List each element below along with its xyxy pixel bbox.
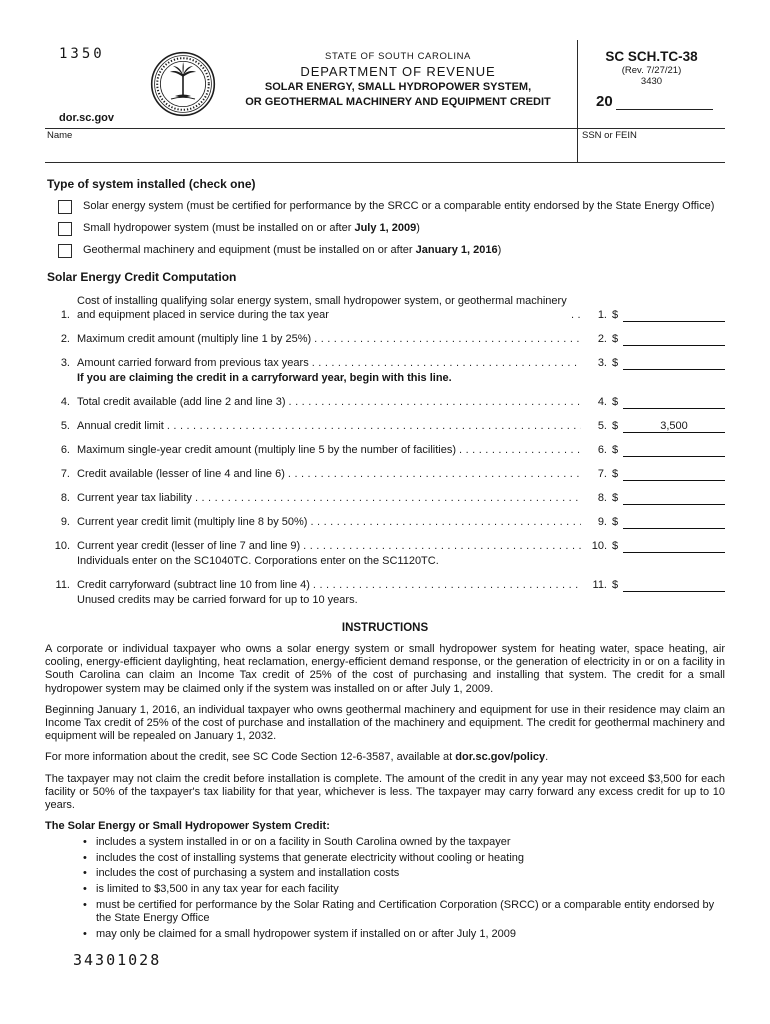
dot-leader xyxy=(300,539,581,553)
comp-line-6-text: Maximum single-year credit amount (multiply line 5 by the number of facilities) xyxy=(77,444,457,456)
bullet-text: • includes the cost of installing systems that generate electricity without cooling or heating xyxy=(96,851,525,864)
dollar-sign: $ xyxy=(612,492,619,504)
bullet-text: • includes a system installed in or on a facility in South Carolina owned by the taxpayer xyxy=(96,835,511,848)
comp-line-7 xyxy=(45,467,725,481)
solar-checkbox[interactable] xyxy=(58,200,72,214)
ssn-label: SSN or FEIN xyxy=(582,130,637,141)
instructions-paragraph-4: The taxpayer may not claim the credit before installation is complete. The amount of the credit in any year may not exceed $3,500 for each facility or 50% of the taxpayer's tax liability for that year, whichever is less. The taxpayer may carry forward any excess credit for up to 10 years. xyxy=(45,772,725,812)
header-left-column xyxy=(45,40,147,128)
instructions-paragraph-1: A corporate or individual taxpayer who owns a solar energy system or small hydropower system for heating water, space heating, air cooling, energy-efficient daylighting, heat reclamation, energy-efficient demand response, or the generation of electricity in or on a facility in South Carolina can claim an Income Tax credit of 25% of the cost of purchasing and installing that system. The credit for a small hydropower system may be claimed only if the system was installed on or after July 1, 2009. xyxy=(45,643,725,695)
option-hydropower xyxy=(45,221,725,236)
type-section-title: Type of system installed (check one) xyxy=(47,177,256,191)
comp-line-8-right-number: 8. xyxy=(597,492,607,504)
form-revision: (Rev. 7/27/21) xyxy=(621,65,682,76)
geothermal-checkbox[interactable] xyxy=(58,244,72,258)
dot-leader xyxy=(307,515,581,529)
comp-line-7-right-number: 7. xyxy=(597,468,607,480)
solar-option-label xyxy=(83,199,714,214)
comp-line-2 xyxy=(45,332,725,346)
comp-line-9-number: 9. xyxy=(60,516,70,528)
amount-field-9[interactable] xyxy=(623,515,725,529)
comp-line-10-note: Individuals enter on the SC1040TC. Corporations enter on the SC1120TC. xyxy=(77,555,439,567)
ssn-cell xyxy=(577,129,725,162)
comp-line-9 xyxy=(45,515,725,529)
comp-line-11-note: Unused credits may be carried forward for up to 10 years. xyxy=(77,594,358,606)
comp-line-2-text: Maximum credit amount (multiply line 1 by 25%) xyxy=(77,333,312,345)
option-solar xyxy=(45,199,725,214)
dot-leader xyxy=(192,491,581,505)
dot-leader xyxy=(310,578,581,592)
form-barcode-number: 1350 xyxy=(59,46,105,62)
amount-field-4[interactable] xyxy=(623,395,725,409)
comp-line-5 xyxy=(45,419,725,433)
amount-field-7[interactable] xyxy=(623,467,725,481)
bullet-text: • may only be claimed for a small hydropower system if installed on or after July 1, 2009 xyxy=(96,927,517,940)
option-text: Small hydropower system (must be installed on or after xyxy=(83,222,355,234)
dot-leader xyxy=(286,395,581,409)
comp-line-11-number: 11. xyxy=(55,579,70,591)
hydropower-checkbox[interactable] xyxy=(58,222,72,236)
dollar-sign: $ xyxy=(612,579,619,591)
comp-line-6 xyxy=(45,443,725,457)
comp-line-1-text: Cost of installing qualifying solar energy system, small hydropower system, or geothermal machinery and equipment placed in service during the tax year xyxy=(77,295,567,321)
comp-line-6-number: 6. xyxy=(60,444,70,456)
bullet-text: • must be certified for performance by the Solar Rating and Certification Corporation (SRCC) or a comparable entity endorsed by the State Energy Office xyxy=(96,898,715,924)
credit-section-title: The Solar Energy or Small Hydropower System Credit: xyxy=(45,820,330,833)
paragraph-text: For more information about the credit, see SC Code Section 12-6-3587, available at xyxy=(45,751,456,764)
dor-website: dor.sc.gov xyxy=(59,112,115,124)
comp-line-2-number: 2. xyxy=(60,333,70,345)
credit-bullet-1 xyxy=(45,836,725,849)
comp-line-3-text: Amount carried forward from previous tax years xyxy=(77,357,309,369)
instructions-title: INSTRUCTIONS xyxy=(341,622,429,634)
dot-leader xyxy=(568,308,581,322)
amount-field-2[interactable] xyxy=(623,332,725,346)
dollar-sign: $ xyxy=(612,333,619,345)
credit-bullet-4 xyxy=(45,883,725,896)
comp-line-9-right-number: 9. xyxy=(597,516,607,528)
form-title-line1: SOLAR ENERGY, SMALL HYDROPOWER SYSTEM, xyxy=(264,81,532,93)
option-text: ) xyxy=(497,244,502,256)
dollar-sign: $ xyxy=(612,357,619,369)
tax-year-field[interactable] xyxy=(616,94,713,110)
bullet-text: • includes the cost of purchasing a system and installation costs xyxy=(96,867,400,880)
comp-line-6-right-number: 6. xyxy=(597,444,607,456)
dollar-sign: $ xyxy=(612,540,619,552)
option-text-bold: January 1, 2016 xyxy=(415,244,498,256)
dollar-sign: $ xyxy=(612,468,619,480)
dot-leader xyxy=(311,332,581,346)
header-center-column xyxy=(219,40,577,128)
comp-line-5-text: Annual credit limit xyxy=(77,420,164,432)
comp-line-7-text: Credit available (lesser of line 4 and line 6) xyxy=(77,468,285,480)
dollar-sign: $ xyxy=(612,420,619,432)
hydropower-option-label xyxy=(83,221,420,236)
form-number-box xyxy=(577,40,725,128)
tax-year-row xyxy=(578,87,725,110)
state-seal-graphic xyxy=(150,51,216,117)
instructions-paragraph-3 xyxy=(45,751,725,764)
comp-line-1-right-number: 1. xyxy=(597,309,607,321)
form-footer-code: 34301028 xyxy=(73,950,162,969)
comp-line-4 xyxy=(45,395,725,409)
form-code: 3430 xyxy=(640,76,663,87)
comp-line-8-text: Current year tax liability xyxy=(77,492,192,504)
dot-leader xyxy=(164,419,581,433)
dot-leader xyxy=(309,356,581,370)
comp-line-3 xyxy=(45,356,725,370)
dot-leader xyxy=(456,443,581,457)
comp-line-10 xyxy=(45,539,725,553)
instructions-paragraph-2: Beginning January 1, 2016, an individual taxpayer who owns geothermal machinery and equipment for use in their residence may claim an Income Tax credit of 25% of the cost of purchase and installation of the machinery and equipment. The credit for geothermal machinery and equipment will be repealed on January 1, 2032. xyxy=(45,703,725,743)
credit-bullet-2 xyxy=(45,852,725,865)
comp-line-11-right-number: 11. xyxy=(592,579,607,591)
dollar-sign: $ xyxy=(612,396,619,408)
comp-line-9-text: Current year credit limit (multiply line 8 by 50%) xyxy=(77,516,308,528)
option-text: ) xyxy=(416,222,420,234)
comp-line-8-number: 8. xyxy=(60,492,70,504)
name-label: Name xyxy=(47,130,73,141)
comp-line-8 xyxy=(45,491,725,505)
comp-line-4-number: 4. xyxy=(60,396,70,408)
comp-line-11-text: Credit carryforward (subtract line 10 from line 4) xyxy=(77,579,310,591)
computation-section-title: Solar Energy Credit Computation xyxy=(47,270,237,284)
comp-line-4-text: Total credit available (add line 2 and line 3) xyxy=(77,396,286,408)
amount-field-1[interactable] xyxy=(623,308,725,322)
comp-line-5-number: 5. xyxy=(60,420,70,432)
comp-line-1 xyxy=(45,294,725,322)
credit-bullet-5 xyxy=(45,899,725,925)
amount-field-8[interactable] xyxy=(623,491,725,505)
geothermal-option-label xyxy=(83,243,501,258)
amount-field-6[interactable] xyxy=(623,443,725,457)
year-prefix: 20 xyxy=(596,93,613,110)
dollar-sign: $ xyxy=(612,444,619,456)
dollar-sign: $ xyxy=(612,309,619,321)
option-text: Geothermal machinery and equipment (must be installed on or after xyxy=(83,244,416,256)
dollar-sign: $ xyxy=(612,516,619,528)
form-header xyxy=(45,40,725,129)
annual-credit-limit-value: 3,500 xyxy=(623,419,725,433)
comp-line-10-text: Current year credit (lesser of line 7 and line 9) xyxy=(77,540,301,552)
credit-bullet-6 xyxy=(45,928,725,941)
dot-leader xyxy=(285,467,581,481)
policy-link-text: dor.sc.gov/policy xyxy=(455,751,546,764)
amount-field-10[interactable] xyxy=(623,539,725,553)
department-line: DEPARTMENT OF REVENUE xyxy=(300,64,496,79)
comp-line-1-number: 1. xyxy=(60,309,70,321)
option-text: Solar energy system (must be certified for performance by the SRCC or a comparable entity endorsed by the State Energy Office) xyxy=(83,200,715,212)
form-title-line2: OR GEOTHERMAL MACHINERY AND EQUIPMENT CREDIT xyxy=(245,96,551,108)
comp-line-4-right-number: 4. xyxy=(597,396,607,408)
taxpayer-fields-row xyxy=(45,129,725,163)
option-geothermal xyxy=(45,243,725,258)
paragraph-text: . xyxy=(545,751,549,764)
amount-field-11[interactable] xyxy=(623,578,725,592)
comp-line-3-number: 3. xyxy=(60,357,70,369)
comp-line-11 xyxy=(45,578,725,592)
credit-bullet-3 xyxy=(45,867,725,880)
comp-line-5-right-number: 5. xyxy=(597,420,607,432)
name-input[interactable] xyxy=(47,141,577,159)
comp-line-3-note: If you are claiming the credit in a carryforward year, begin with this line. xyxy=(77,372,452,384)
option-text-bold: July 1, 2009 xyxy=(354,222,417,234)
name-cell xyxy=(45,129,577,162)
ssn-input[interactable] xyxy=(582,141,725,159)
comp-line-7-number: 7. xyxy=(60,468,70,480)
comp-line-10-number: 10. xyxy=(54,540,70,552)
amount-field-3[interactable] xyxy=(623,356,725,370)
comp-line-2-right-number: 2. xyxy=(597,333,607,345)
bullet-text: • is limited to $3,500 in any tax year for each facility xyxy=(96,883,339,896)
comp-line-3-right-number: 3. xyxy=(597,357,607,369)
comp-line-10-right-number: 10. xyxy=(591,540,607,552)
state-line: STATE OF SOUTH CAROLINA xyxy=(325,51,471,62)
form-number: SC SCH.TC-38 xyxy=(605,49,698,64)
state-seal xyxy=(147,40,219,128)
